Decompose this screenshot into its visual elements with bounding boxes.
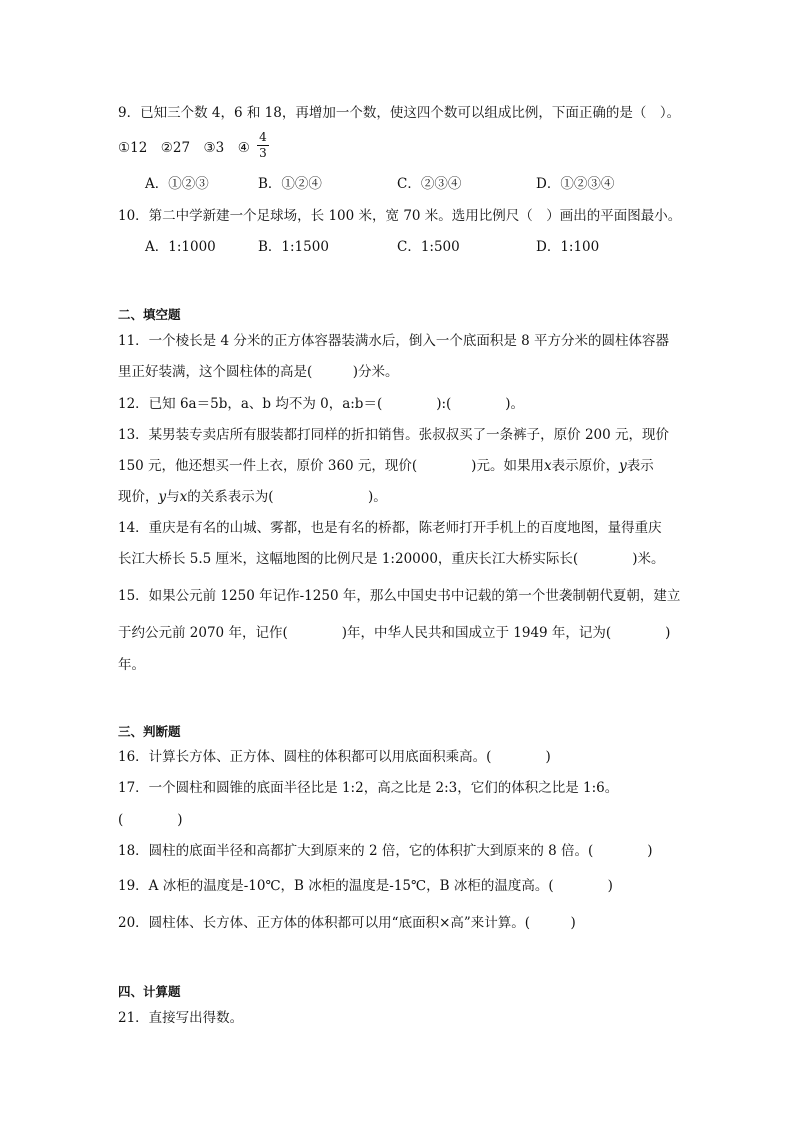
q13-line3 bbox=[118, 488, 387, 506]
q15-line1: 15．如果公元前 1250 年记作-1250 年，那么中国史书中记载的第一个世袭制朝代夏朝，建立 bbox=[118, 588, 681, 604]
q18: 18．圆柱的底面半径和高都扩大到原来的 2 倍，它的体积扩大到原来的 8 倍。( ) bbox=[118, 843, 653, 859]
q15-line3: 年。 bbox=[118, 657, 145, 673]
q20: 20．圆柱体、长方体、正方体的体积都可以用“底面积×高”来计算。( ) bbox=[118, 915, 576, 931]
section-heading-fill-blank: 二、填空题 bbox=[118, 307, 181, 322]
q13-line2 bbox=[118, 457, 654, 475]
q11-line2: 里正好装满，这个圆柱体的高是( )分米。 bbox=[118, 364, 399, 380]
q21: 21．直接写出得数。 bbox=[118, 1010, 244, 1026]
section-heading-calculation: 四、计算题 bbox=[118, 984, 181, 999]
var-x: x bbox=[543, 458, 552, 474]
q9-fraction bbox=[257, 131, 269, 160]
q9-option-d: D．①②③④ bbox=[536, 176, 615, 192]
q9-frac-num: 4 bbox=[259, 130, 267, 144]
q15-line2: 于约公元前 2070 年，记作( )年，中华人民共和国成立于 1949 年，记为( ) bbox=[118, 625, 671, 641]
q11-line1: 11．一个棱长是 4 分米的正方体容器装满水后，倒入一个底面积是 8 平方分米的圆柱体容器 bbox=[118, 333, 670, 349]
q13-line2-part1: 150 元，他还想买一件上衣，原价 360 元，现价( )元。如果用 bbox=[118, 458, 544, 474]
q10-stem: 10．第二中学新建一个足球场，长 100 米，宽 70 米。选用比例尺（ ）画出的平面图最小。 bbox=[118, 208, 682, 224]
q13-line3-part3: 的关系表示为( )。 bbox=[187, 489, 387, 505]
q13-line1: 13．某男装专卖店所有服装都打同样的折扣销售。张叔叔买了一条裤子，原价 200 元，现价 bbox=[118, 427, 670, 443]
q13-line3-part1: 现价， bbox=[118, 489, 159, 505]
q16: 16．计算长方体、正方体、圆柱的体积都可以用底面积乘高。( ) bbox=[118, 749, 551, 765]
q9-items: ①12 ②27 ③3 ④ bbox=[118, 140, 250, 156]
q19: 19．A 冰柜的温度是-10℃，B 冰柜的温度是-15℃，B 冰柜的温度高。( ) bbox=[118, 878, 613, 894]
q10-option-a: A．1:1000 bbox=[145, 239, 216, 255]
var-x: x bbox=[179, 489, 188, 505]
q10-option-d: D．1:100 bbox=[536, 239, 600, 255]
q17-line2: ( ) bbox=[118, 812, 183, 828]
q14-line2: 长江大桥长 5.5 厘米，这幅地图的比例尺是 1:20000，重庆长江大桥实际长( )米。 bbox=[118, 551, 665, 567]
q9-option-c: C．②③④ bbox=[397, 176, 462, 192]
q13-line3-part2: 与 bbox=[166, 489, 180, 505]
q13-line2-part3: 表示 bbox=[626, 458, 654, 474]
q10-option-b: B．1:1500 bbox=[258, 239, 329, 255]
section-heading-true-false: 三、判断题 bbox=[118, 724, 181, 739]
q9-stem: 9．已知三个数 4，6 和 18，再增加一个数，使这四个数可以组成比例，下面正确的是（ ）。 bbox=[118, 105, 681, 121]
q9-option-b: B．①②④ bbox=[258, 176, 322, 192]
q12: 12．已知 6a＝5b，a、b 均不为 0，a:b＝( ):( )。 bbox=[118, 396, 525, 412]
q13-line2-part2: 表示原价， bbox=[551, 458, 620, 474]
q9-option-a: A．①②③ bbox=[145, 176, 209, 192]
q9-frac-den: 3 bbox=[259, 146, 267, 160]
q14-line1: 14．重庆是有名的山城、雾都，也是有名的桥都，陈老师打开手机上的百度地图，量得重庆 bbox=[118, 520, 662, 536]
var-y: y bbox=[158, 489, 167, 505]
q10-option-c: C．1:500 bbox=[397, 239, 460, 255]
var-y: y bbox=[619, 458, 627, 474]
q17-line1: 17．一个圆柱和圆锥的底面半径比是 1:2，高之比是 2:3，它们的体积之比是 1:6。 bbox=[118, 780, 619, 796]
